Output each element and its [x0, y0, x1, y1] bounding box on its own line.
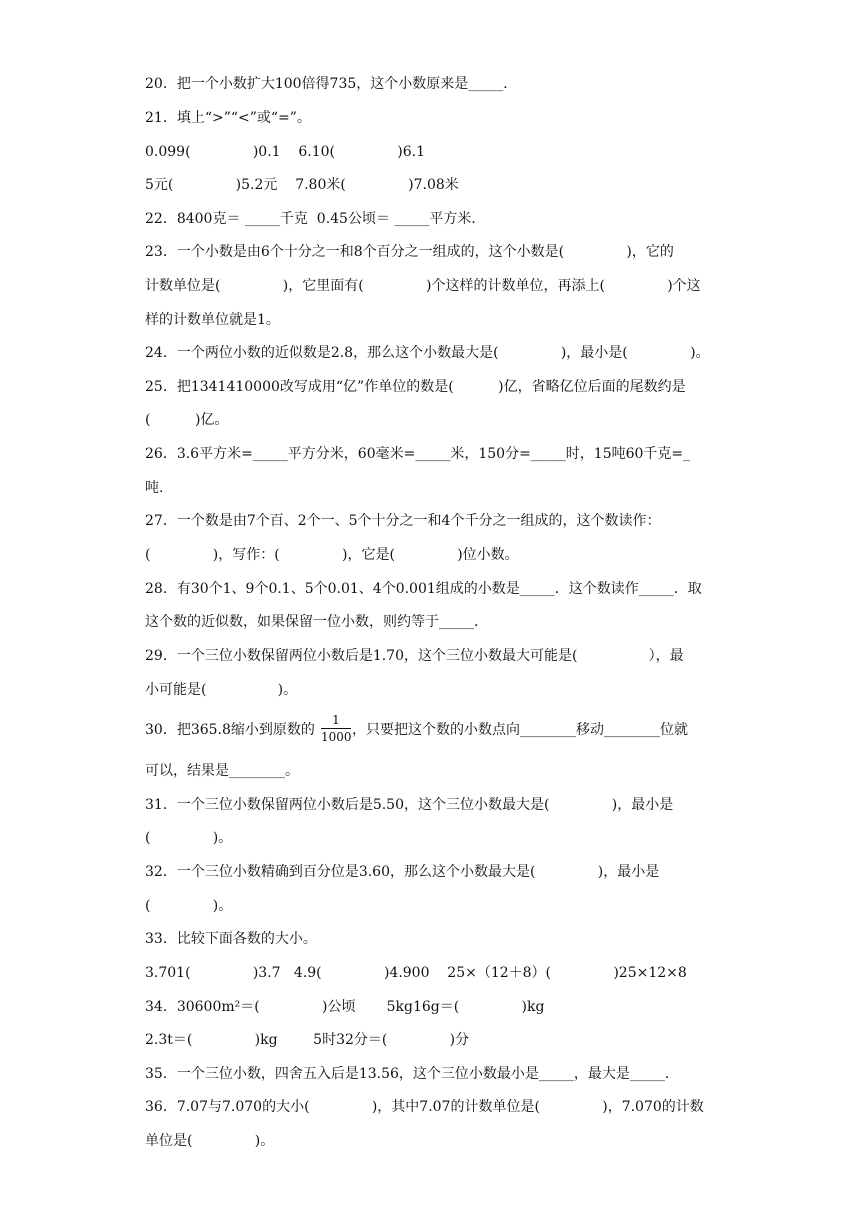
question-25-line-1: 25．把1341410000改写成用“亿”作单位的数是( )亿，省略亿位后面的尾数约是 [145, 379, 686, 395]
question-27-line-2: ( )，写作：( )，它是( )位小数。 [145, 547, 519, 563]
question-23-line-3: 样的计数单位就是1。 [145, 312, 280, 328]
question-33-row: 3.701( )3.7 4.9( )4.900 25×（12＋8）( )25×12×8 [145, 965, 687, 981]
question-30-line-1-suffix: ，只要把这个数的小数点向________移动________位就 [352, 722, 688, 738]
question-35: 35．一个三位小数，四舍五入后是13.56，这个三位小数最小是_____，最大是_____． [145, 1066, 679, 1082]
fraction-bar [321, 728, 351, 729]
question-23-line-1: 23．一个小数是由6个十分之一和8个百分之一组成的，这个小数是( )，它的 [145, 244, 674, 260]
fraction-denominator: 1000 [321, 730, 352, 744]
question-21-row-2: 5元( )5.2元 7.80米( )7.08米 [145, 177, 459, 193]
question-33: 33．比较下面各数的大小。 [145, 931, 317, 947]
question-28-line-1: 28．有30个1、9个0.1、5个0.01、4个0.001组成的小数是_____．这个数读作_____．取 [145, 581, 702, 597]
question-31-line-2: ( )。 [145, 830, 233, 846]
fraction-numerator: 1 [332, 713, 340, 727]
question-36-line-1: 36．7.07与7.070的大小( )，其中7.07的计数单位是( )，7.070的计数 [145, 1099, 704, 1115]
question-30-line-1-prefix: 30．把365.8缩小到原数的 [145, 722, 315, 738]
question-36-line-2: 单位是( )。 [145, 1133, 275, 1149]
question-32-line-2: ( )。 [145, 898, 233, 914]
question-21: 21．填上“>”“<”或“=”。 [145, 110, 311, 126]
question-30-line-2: 可以，结果是________。 [145, 763, 299, 779]
question-26-line-2: 吨. [145, 480, 164, 496]
question-24: 24．一个两位小数的近似数是2.8，那么这个小数最大是( )，最小是( )。 [145, 345, 710, 361]
question-34-row-1: 34．30600m²＝( )公顷 5kg16g＝( )kg [145, 999, 545, 1015]
question-29-line-2: 小可能是( )。 [145, 682, 298, 698]
question-32-line-1: 32．一个三位小数精确到百分位是3.60，那么这个小数最大是( )，最小是 [145, 864, 660, 880]
question-34-row-2: 2.3t＝( )kg 5时32分＝( )分 [145, 1032, 470, 1048]
question-27-line-1: 27．一个数是由7个百、2个一、5个十分之一和4个千分之一组成的，这个数读作： [145, 513, 661, 529]
question-29-line-1: 29．一个三位小数保留两位小数后是1.70，这个三位小数最大可能是( ），最 [145, 648, 684, 664]
question-20: 20．把一个小数扩大100倍得735，这个小数原来是_____． [145, 76, 518, 92]
question-31-line-1: 31．一个三位小数保留两位小数后是5.50，这个三位小数最大是( )，最小是 [145, 797, 674, 813]
question-21-row-1: 0.099( )0.1 6.10( )6.1 [145, 144, 426, 160]
fraction-one-thousandth [321, 713, 351, 744]
question-22: 22．8400克＝ _____千克 0.45公顷＝ _____平方米． [145, 211, 486, 227]
question-28-line-2: 这个数的近似数，如果保留一位小数，则约等于_____． [145, 614, 488, 630]
question-25-line-2: ( )亿。 [145, 412, 229, 428]
question-26-line-1: 26．3.6平方米=_____平方分米，60毫米=_____米，150分=_____时，15吨60千克=_ [145, 446, 691, 462]
question-23-line-2: 计数单位是( )，它里面有( )个这样的计数单位，再添上( )个这 [145, 278, 701, 294]
